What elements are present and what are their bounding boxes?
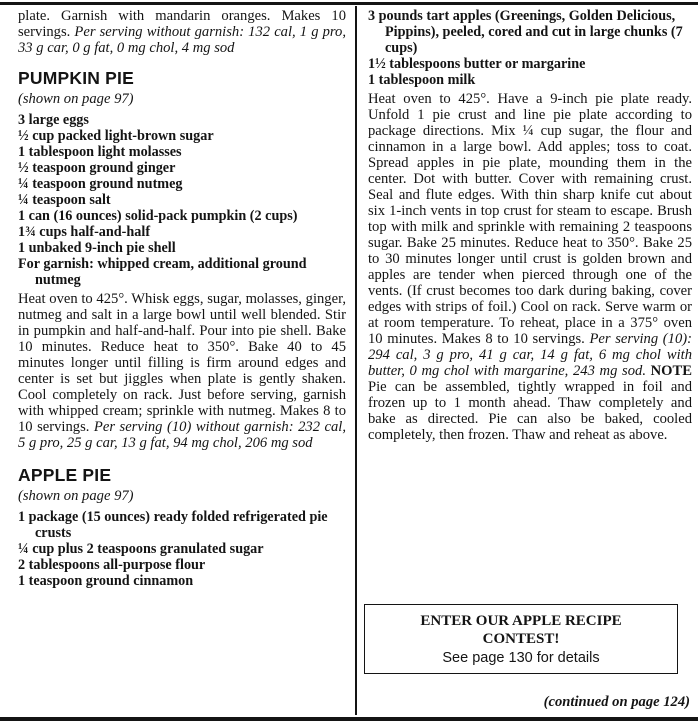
ingredient-item: 1½ tablespoons butter or margarine xyxy=(368,56,586,72)
ingredient-item: 1 unbaked 9-inch pie shell xyxy=(18,240,176,256)
intro-text: plate. Garnish with mandarin oranges. Makes 10 servings. xyxy=(18,8,346,40)
ingredient-item: 1¾ cups half-and-half xyxy=(18,224,151,240)
apple-pie-shown-on: (shown on page 97) xyxy=(18,488,134,504)
contest-title xyxy=(365,612,677,648)
note-label: NOTE xyxy=(650,363,692,379)
ingredient-item: ½ teaspoon ground ginger xyxy=(18,160,176,176)
top-border xyxy=(0,2,698,5)
contest-title-line-2: CONTEST! xyxy=(482,631,560,647)
ingredient-item: For garnish: whipped cream, additional ground nutmeg xyxy=(18,256,307,288)
ingredient-item: 1 tablespoon milk xyxy=(368,72,476,88)
ingredient-item: ½ cup packed light-brown sugar xyxy=(18,128,214,144)
ingredient-item: ¼ teaspoon salt xyxy=(18,192,111,208)
ingredient-item: 1 package (15 ounces) ready folded refrigerated pie crusts xyxy=(18,509,328,541)
ingredient-item: 1 teaspoon ground cinnamon xyxy=(18,573,194,589)
intro-nutrition: Per serving without garnish: 132 cal, 1 g pro, 33 g car, 0 g fat, 0 mg chol, 4 mg sod xyxy=(18,24,346,56)
contest-title-line-1: ENTER OUR APPLE RECIPE xyxy=(420,613,622,629)
contest-details: See page 130 for details xyxy=(442,650,600,666)
continued-note: (continued on page 124) xyxy=(543,694,690,710)
pumpkin-pie-shown-on: (shown on page 97) xyxy=(18,91,134,107)
ingredient-item: 3 pounds tart apples (Greenings, Golden Delicious, Pippins), peeled, cored and cut in large chunks (7 cups) xyxy=(368,8,683,56)
apple-pie-nutrition: Per serving (10): 294 cal, 3 g pro, 41 g car, 14 g fat, 6 mg chol with butter, 0 mg chol with margarine, 243 mg sod. xyxy=(368,331,692,379)
intro-paragraph xyxy=(18,8,346,56)
column-divider xyxy=(355,6,357,715)
ingredient-item: 2 tablespoons all-purpose flour xyxy=(18,557,206,573)
note-text: Pie can be assembled, tightly wrapped in foil and frozen up to 1 month ahead. Thaw completely and bake as directed. Pie can also be baked, cooled completely, then frozen. Thaw and reheat as above. xyxy=(368,379,692,443)
right-column xyxy=(368,8,692,443)
apple-pie-ingredients xyxy=(18,509,346,589)
left-column xyxy=(18,8,346,592)
apple-recipe-contest-box xyxy=(364,604,678,674)
ingredient-item: 3 large eggs xyxy=(18,112,89,128)
pumpkin-pie-directions-text: Heat oven to 425°. Whisk eggs, sugar, molasses, ginger, nutmeg and salt in a large bowl until well blended. Stir in pumpkin and half-and-half. Pour into pie shell. Bake 10 minutes. Reduce heat to 350°. Bake 40 to 45 minutes longer until filling is firm around edges and center is set but jiggles when plate is gently shaken. Cool completely on rack. Just before serving, garnish with whipped cream; sprinkle with nutmeg. Makes 8 to 10 servings. xyxy=(18,291,346,435)
apple-pie-title: APPLE PIE xyxy=(18,465,112,485)
pumpkin-pie-directions xyxy=(18,291,346,451)
apple-pie-directions xyxy=(368,91,692,443)
ingredient-item: ¼ cup plus 2 teaspoons granulated sugar xyxy=(18,541,264,557)
apple-pie-ingredients-continued xyxy=(368,8,692,88)
pumpkin-pie-title: PUMPKIN PIE xyxy=(18,68,134,88)
bottom-border xyxy=(0,717,698,721)
ingredient-item: 1 tablespoon light molasses xyxy=(18,144,182,160)
ingredient-item: 1 can (16 ounces) solid-pack pumpkin (2 cups) xyxy=(18,208,298,224)
pumpkin-pie-nutrition: Per serving (10) without garnish: 232 cal, 5 g pro, 25 g car, 13 g fat, 94 mg chol, 206 mg sod xyxy=(18,419,346,451)
pumpkin-pie-ingredients xyxy=(18,112,346,288)
ingredient-item: ¼ teaspoon ground nutmeg xyxy=(18,176,183,192)
apple-pie-directions-text: Heat oven to 425°. Have a 9-inch pie plate ready. Unfold 1 pie crust and line pie plate according to package directions. Mix ¼ cup sugar, the flour and cinnamon in a large bowl. Add apples; toss to coat. Spread apples in pie plate, mounding them in the center. Dot with butter. Cover with remaining crust. Seal and flute edges. With thin sharp knife cut about six 1-inch vents in top crust for steam to escape. Brush top with milk and sprinkle with remaining 2 teaspoons sugar. Bake 25 minutes. Reduce heat to 350°. Bake 25 to 30 minutes longer until crust is golden brown and apples are tender when pierced through one of the vents. (If crust becomes too dark during baking, cover edges with strips of foil.) Cool on rack. Serve warm or at room temperature. To reheat, place in a 375° oven 10 minutes. Makes 8 to 10 servings. xyxy=(368,91,692,347)
